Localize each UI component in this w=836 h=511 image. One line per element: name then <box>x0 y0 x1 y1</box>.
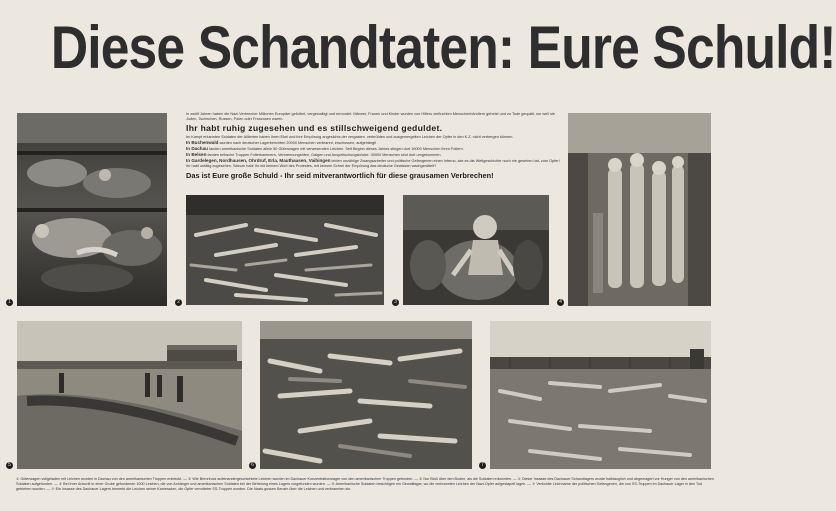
text-belsen: fanden britische Truppen Folterkammern, Verbrennungsöfen, Galgen und Auspeitschungsböcke. 30000 Menschen sind dort umgekommen. <box>207 153 442 157</box>
photo-6 <box>260 321 472 469</box>
photo-number-5: 5 <box>6 462 13 469</box>
headline-guilt: Ihr habt ruhig zugesehen und es stillschweigend geduldet. <box>186 123 443 133</box>
photo-5 <box>17 321 242 469</box>
text-camps: leiden unzählige Zwangsarbeiter und politische Gefangenen einen Inferno, wie es die Weltgeschichte noch nie gesehen hat, zum Opfer! <box>331 159 560 163</box>
headline-schuld: Das ist Eure große Schuld - Ihr seid mitverantwortlich für diese grausamen Verbrechen! <box>186 171 494 180</box>
photo-number-3: 3 <box>392 299 399 306</box>
photo-number-1: 1 <box>6 299 13 306</box>
photo-2 <box>186 195 384 305</box>
photo-number-7: 7 <box>479 462 486 469</box>
photo-7 <box>490 321 711 469</box>
label-belsen: In Belsen <box>186 152 207 157</box>
photo-1-image <box>17 113 167 306</box>
photo-1 <box>17 113 167 306</box>
text-buchenwald: wurden nach deutscher Lagerberichten 20000 Menschen verbrannt, erschossen, aufgehängt! <box>219 141 377 145</box>
label-buchenwald: In Buchenwald <box>186 140 219 145</box>
poster-headline: Diese Schandtaten: Eure Schuld! <box>50 14 836 81</box>
photo-3-image <box>403 195 549 305</box>
photo-number-2: 2 <box>175 299 182 306</box>
photo-6-image <box>260 321 472 469</box>
label-dachau: In Dachau <box>186 146 208 151</box>
photo-4 <box>568 113 711 306</box>
text-dachau: fanden amerikanische Soldaten allein 50 Güterwagen mit verwesenden Leichen. Seit Beginn dieses Jahres stiegen dort 16000 Menschen ihren Foltern. <box>209 147 464 151</box>
photo-7-image <box>490 321 711 469</box>
intro-paragraph: In zwölf Jahren haben die Nazi-Verbrecher Millionen Europäer gefoltert, vergewaltigt und ermordet. Männer, Frauen und Kinder wurden von Hitlers verfluchten Menschenhändlern gehetzt und zu Tode gequält, nur weil sie Juden, Tschechen, Russen, Polen oder Franzosen waren. <box>186 112 555 121</box>
photo-number-6: 6 <box>249 462 256 469</box>
photo-2-image <box>186 195 384 305</box>
photo-4-image <box>568 113 711 306</box>
label-camps: In Gardelegen, Nordhausen, Ohrdruf, Erla, Mauthausen, Vaihingen <box>186 158 331 163</box>
photo-3 <box>403 195 549 305</box>
photo-5-image <box>17 321 242 469</box>
paragraph-soldiers: Im Kampf erkannten Soldaten der Alliierten haben Ihren Ekel und ihre Empörung angesichts der vergasten, verbrühten und ausgemergelten Leichen der Opfer in den K.Z. nicht verbergen können. <box>186 135 514 139</box>
photo-captions: ① Güterwagen vollgeladen mit Leichen wurden in Dachau von den amerikanischen Truppen entdeckt. — ② Wie Brennholz aufeinandergeschichtete Leichen wurden im Dachauer Konzentrationslager von den amerikanischen Truppen gefunden. — ③ Nur Bloß über den Boden, als die Soldaten erkannten. — ④ Dieser Insasse des Dachauer Schandlagers wurde halbtauglich und abgemagert vor Hunger von den amerikanischen Soldaten aufgefunden. — ⑤ Bei Ihrer Ankunft in einer Grube gefundenen 1000 Leichen, die von Anhänger und amerikanischen Soldaten bei der Befreiung eines Lagers vorgefunden wurden. — ⑥ Amerikanische Soldaten besichtigen ein Gewaltlager, wo die verbrannten Leichen der Nazi-Opfer aufgestapelt lagen. — ⑦ Verkohlte Leichname der politischen Gefangenen, die von SS-Truppen im Dachauer Lager in den Tod getrieben wurden. — ⑦ Ein Insasse des Dachauer Lagers bemerkt die Leichen seiner Kameraden, die Opfer verrotteter SS-Truppen wurden. Die Nazis gossen Benzin über die Leichen und verbrannten sie. <box>16 477 714 491</box>
central-text <box>186 112 564 181</box>
photo-number-4: 4 <box>557 299 564 306</box>
paragraph-untatig: Ihr habt untätig zugesehen. Warum habt Ihr mit keinem Wort des Protestes, mit keinem Schrei der Empörung das deutsche Gewissen wachgerüttelt? <box>186 164 437 168</box>
